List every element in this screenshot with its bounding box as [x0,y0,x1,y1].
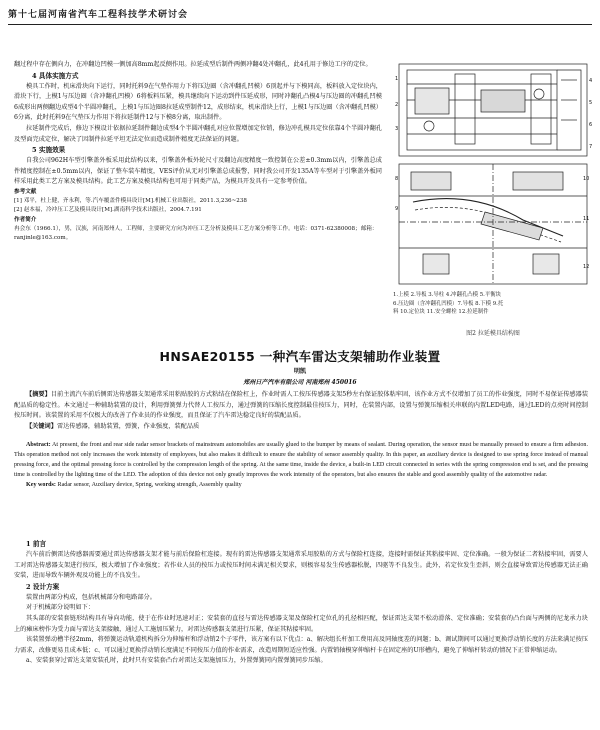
english-abstract [14,441,588,481]
label-7: 7 [589,144,593,150]
keywords-cn-text: 雷达传感器，辅助装置，弹簧，作业强度，装配品质 [56,422,200,430]
label-3: 3 [395,126,399,132]
chinese-keywords [14,422,588,433]
chinese-abstract-block [14,390,588,432]
previous-article-column [14,60,382,243]
article-author: 明凯 [293,368,307,375]
figure-legend [393,291,593,317]
label-8: 8 [395,176,399,182]
english-keywords [14,481,588,491]
keywords-en-label: Key words: [26,481,56,488]
article-title: HNSAE20155 一种汽车雷达支架辅助作业装置 [159,349,441,364]
article-affiliation: 郑州日产汽车有限公司 河南郑州 450016 [243,379,357,386]
label-4: 4 [589,78,593,84]
sec-1-title: 1 前言 [26,540,47,548]
figure-legend-line-2: 6.压边圈（含冲翻孔凹模）7.导板 8.下模 9.托 [393,300,504,307]
figure-legend-line-3: 料 10.定位块 11.安全螺栓 12.拉延制件 [393,309,489,316]
section-4-paragraph-2: 拉延制件完成后，修边下模设计依据拉延制件翻边成型4个半圆冲翻孔对应位置增加定位销，修边冲孔模具定位依靠4个半圆冲翻孔及型面完成定位，解决了因制件拉延平坦无法定位而造成制件精度无法保证的问题。 [14,124,382,143]
reference-1: [1] 邓平，杜上健，齐永利，等.汽车覆盖件模具设计[M].机械工业出版社，2011.3,236~238 [14,198,247,205]
abstract-cn-text: 目前主流汽车前后侧雷达传感器支架通常采用粘贴胶的方式粘结在保险杠上，作业时需人工按压传感器支架5秒左右保证胶体粘牢固，该作业方式不仅增加了员工的作业强度，同时不易保证传感器装配品质的稳定性。本文通过一种辅助装置的设计，利用弹簧弹力代替人工按压力，通过弹簧的压缩长度控制最佳按压力，同时，在装置内部，设置与弹簧压缩相关串联的内置LED电路，通过LED的点亮时间控制按压时间。该装置的采用不仅极大的改善了作业员的作业强度，而且保证了汽车雷达稳定良好的装配品质。 [14,391,589,420]
section-4-paragraph-1: 模具工作时，机床滑块向下运行，同时托料9在气垫作用力下将压边圈（含冲翻孔凹模）6顶起并与下模同高，板料放入定位块内，滑块下行，上模1与压边圈（含冲翻孔凹模）6将板料压紧，模具继续向下运动到件压延成形，同时冲翻孔凸模4与压边圈的冲翻孔凹模6成形出两侧翻边成型4个半圆冲翻孔，上模1与压边圈8拉延成型制件12，成形结束，机床滑块上行，上模1与压边圈（含冲翻孔凹模）6分离，此时托料9在气垫压力作用下将拉延制件12与下模8分离，取出制件。 [14,82,382,122]
reference-2: [2] 赵本福，冷冲压工艺及模具设计[M].湖南科学技术出版社，2004.7.191 [14,207,202,214]
running-header: 第十七届河南省汽车工程科技学术研讨会 [8,6,592,25]
sec-2-paragraph-2: 对于机械部分说明如下： [26,604,95,612]
chinese-abstract [14,390,588,422]
section-5-title: 5 实施效果 [32,146,66,155]
abstract-en-text: At present, the front and rear side radar sensor brackets of mainstream automobiles are usually glued to the bumper by means of sealant. During operation, the sensor must be manually pressed to ensure a firm adhesion. This operation method not only increases the work intensity of employees, but also makes it difficult to ensure the stability of sensor assembly quality. In this paper, an auxiliary device is designed to use spring force instead of manual pressing force, and the optimal pressing force is controlled by the compression length of the spring. At the same time, inside the device, a built-in LED circuit connected in series with the spring compression end is set, and the pressing time is controlled by the lighting time of the LED. The adoption of this device not only greatly improves the work intensity of the operators, but also ensures the stable and good assembly quality of the automotive radar. [14,442,589,478]
label-2: 2 [395,102,399,108]
english-abstract-block [14,441,588,491]
sec-1-paragraph-1: 汽车前后侧雷达传感器需要通过雷达传感器支架才能与前后保险杠连接。现有的雷达传感器支架通常采用胶粘的方式与保险杠连接，连接时需保证其粘接牢固、定位准确。一般为保证二者粘接牢固，需要人工对雷达传感器支架进行按压，极大增加了作业强度；若作业人员的按压力或按压时间未满足相关要求，则极容易发生传感器松脱，四驱等不良发生。此外，若定位发生歪斜，则会直接导致雷达传感器无法正确安装，进而导致车辆外观及功能上的不良发生。 [14,551,588,580]
die-structure-drawing [393,60,593,288]
sec-2-paragraph-4: 该装置弹动槽半径2mm，将弹簧运动轨道机构拆分为伸缩杆和浮动销2个子零件，该方案有以下优点：a、解决组长杆加工费用高及同轴度差的问题；b、调试期间可以通过更换浮动销长度的方法来满足按压力需求，改修更易且成本低；c、可以通过更换浮动销长度满足不同按压力值的作业需求，改造周期短适应性强。内置销轴模穿伸缩杆卡在固定座的U形槽内，避免了伸缩杆转动的情况下正常伸缩运动。 [14,636,588,654]
label-9: 9 [395,206,399,212]
author-bio: 冉会东（1966.1），男，汉族，河南郑州人，工程师，主要研究方向为冲压工艺分析及模具工艺方案分析等工作。电话：0371-62380008；邮箱：ranjinle@163.com。 [14,225,378,241]
references-title: 参考文献 [14,188,37,195]
section-5-paragraph-1: 自我公司962H车型引擎盖外板采用此结构以来，引擎盖外板外轮尺寸及翻边高度精度一致控制在公差±0.3mm以内，引擎盖总成件精度控制在±0.5mm以内，保证了整车装车精度，VES评价从无对引擎盖总成报警，同时我公司开发135A等车型对于引擎盖外板同样采用此类工艺方案及模具结构。此工艺方案及模具结构也可用于同类产品，为模具开发具有一定参考价值。 [14,157,382,186]
continuation-paragraph: 翻过程中存在侧向力，在冲翻边凹模一侧加高8mm起反侧作用。拉延成型后制件两侧冲翻4处冲翻孔，此4孔用于修边工序的定位。 [14,61,372,68]
abstract-cn-label: 【摘要】 [26,391,51,398]
label-5: 5 [589,100,593,106]
label-12: 12 [583,264,590,270]
label-10: 10 [583,176,590,182]
section-4-title: 4 具体实施方式 [32,71,79,80]
sec-2-paragraph-1: 装置由两部分构成，包括机械部分和电路部分。 [26,593,156,601]
figure-legend-line-1: 1.上模 2.导板 3.导柱 4.冲翻孔凸模 5.平衡块 [393,292,502,298]
label-6: 6 [589,122,593,128]
abstract-en-label: Abstract: [26,442,51,448]
keywords-cn-label: 【关键词】 [26,422,57,430]
article-body [14,539,588,667]
sec-2-paragraph-3: 其头部的安装套链形结构具有导向功能，使于在作业时迅速对正；安装套的直径与雷达传感器支架及保险杠定位孔的孔径相匹配，保证雷达支架不松动滑落、定位准确；安装套的凸台面与两侧的尼龙承力块上的瘫床榜作为受力面与雷达支架接触，通过人工施加压紧力，对雷达传感器支架进行压紧，保证其粘接牢固。 [14,614,588,633]
label-11: 11 [583,216,590,222]
label-1: 1 [395,76,399,82]
author-bio-title: 作者简介 [14,216,37,223]
sec-2-title: 2 设计方案 [26,582,60,591]
figure-2 [393,60,593,342]
keywords-en-text: Radar sensor, Auxiliary device, Spring, working strength, Assembly quality [57,481,242,488]
figure-caption: 图2 拉延模具结构图 [466,330,520,337]
sec-2-paragraph-5: a、安装套穿过雷达支架安装孔时，此时只有安装套凸台对雷达支架施加压力，外置弹簧同内置弹簧同步压缩。 [26,657,327,665]
